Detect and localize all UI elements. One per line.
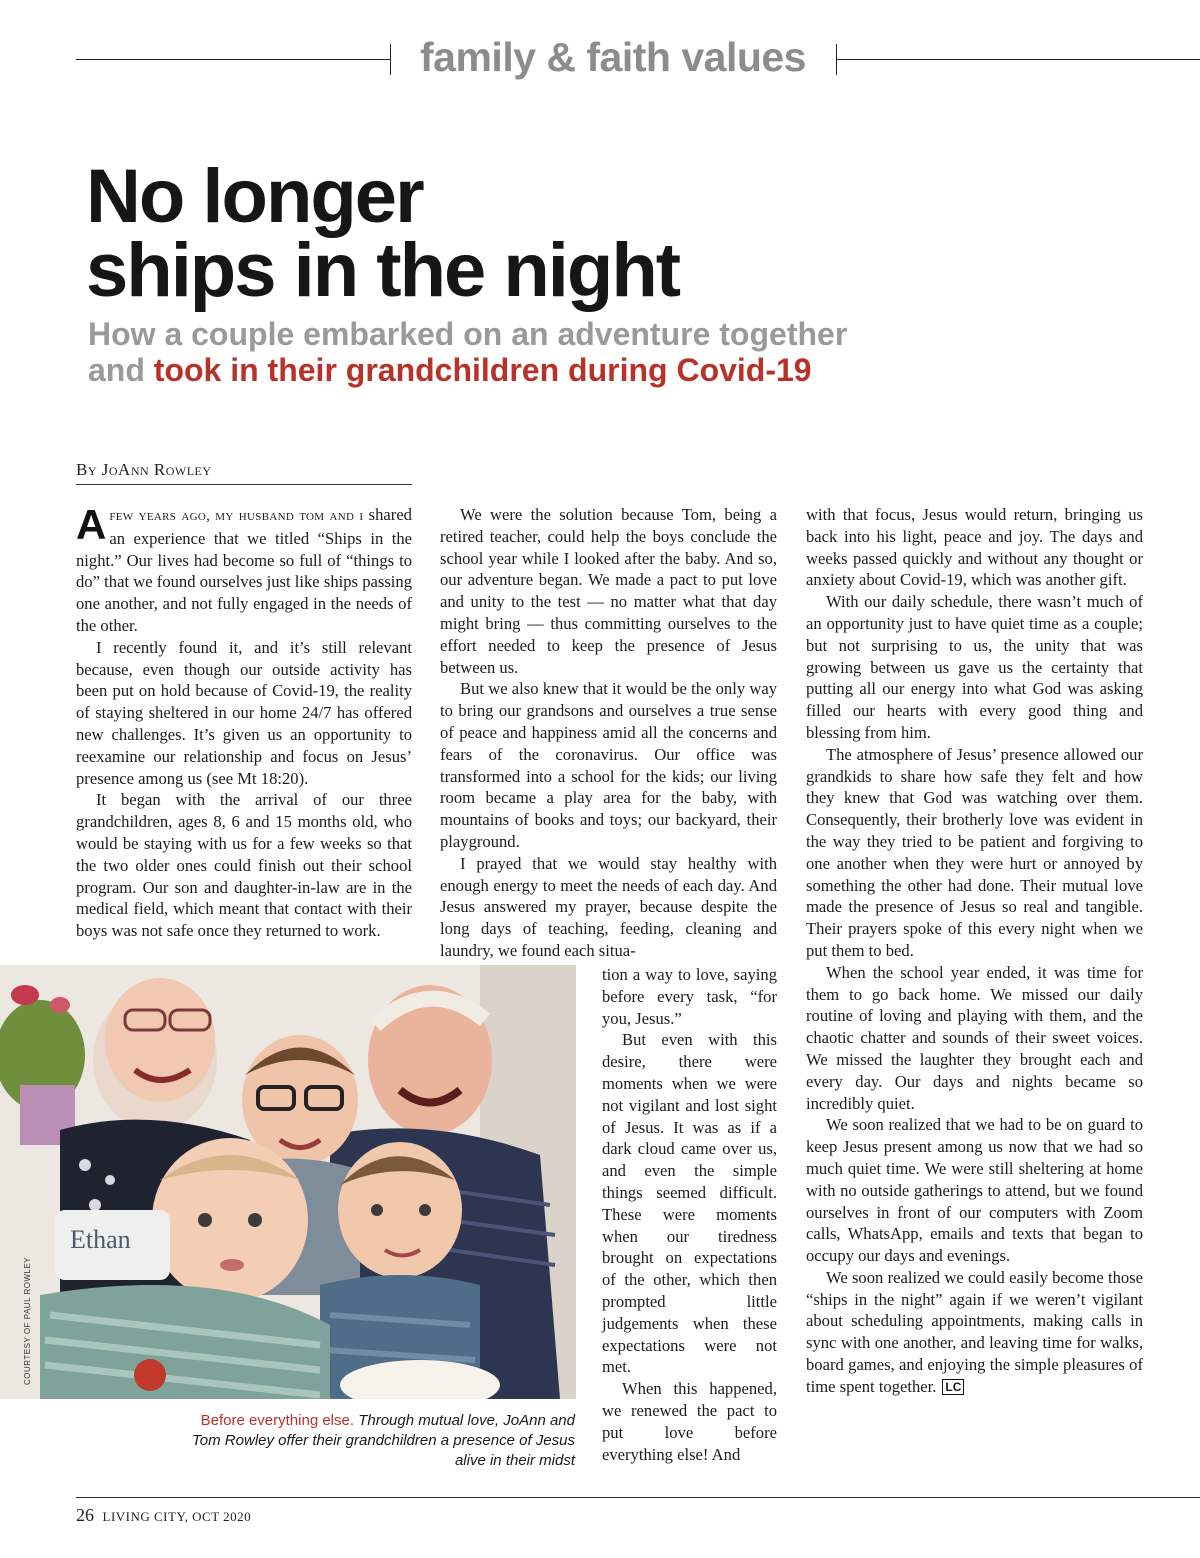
paragraph: When the school year ended, it was time for them to go back home. We missed our daily routine of loving and playing with them, and the chaotic chatter and sounds of their sweet voices. We missed the laughter they brought each and every day. Our days and nights became so incredibly quiet. [806,962,1143,1113]
paragraph: With our daily schedule, there wasn’t much of an opportunity just to have quiet time as a couple; but not surprising to us, the unity that was growing between us gave us the certainty that putting all our energy into what God was asking filled our hearts with every good thing and blessing from him. [806,592,1143,742]
publication-info: LIVING CITY, OCT 2020 [102,1509,252,1524]
caption-lead: Before everything else. [200,1412,355,1429]
page-number: 26 [76,1505,94,1525]
page-footer [76,1505,251,1526]
paragraph-text: shared an experience that we titled “Ships in the night.” Our lives had become so full of “things to do” that we found ourselves just like ships passing one another, and not fully engaged in the needs of the other. [76,505,412,635]
section-rule-left [76,59,390,60]
paragraph: We were the solution because Tom, being a retired teacher, could help the boys conclude the school year while I looked after the baby. And so, our adventure began. We made a pact to put love and unity to the test — no matter what that day might bring — thus committing ourselves to the effort needed to keep the presence of Jesus between us. [440,505,777,677]
paragraph: But even with this desire, there were moments when we were not vigilant and lost sight of Jesus. It was as if a dark cloud came over us, and even the simple things seemed difficult. These were moments when our tiredness brought on expectations of the other, which then prompted little judgements when these expectations were not met. [602,1030,777,1377]
paragraph: I prayed that we would stay healthy with enough energy to meet the needs of each day. And Jesus answered my prayer, because despite the long days of teaching, feeding, cleaning and laundry, we found each situa- [440,853,777,960]
photo-caption [180,1411,575,1471]
lead-in: few years ago, my husband tom and i [109,508,364,524]
section-label: family & faith values [420,34,806,80]
family-photo [0,965,576,1399]
headline-line-1: No longer [86,154,423,239]
paragraph: We soon realized that we had to be on guard to keep Jesus present among us now that we had so much quiet time. We were still sheltering at home with no outside gatherings to attend, but we found ourselves in front of our computers with Zoom calls, WhatsApp, emails and texts that began to occupy our days and evenings. [806,1115,1143,1266]
drop-cap: A [76,501,107,548]
end-mark-logo: LC [942,1379,964,1395]
headline [86,154,1086,313]
article-column-2 [440,504,777,962]
family-photo-illustration [0,965,576,1399]
paragraph: It began with the arrival of our three grandchildren, ages 8, 6 and 15 months old, who would be staying with us for a few weeks so that the two older ones could finish out their school program. Our son and daughter-in-law are in the medical field, which meant that contact with their boys was not safe once they returned to work. [76,790,412,941]
footer-rule [76,1497,1200,1498]
article-column-2-continued [602,964,777,1465]
deck-and: and [88,352,145,388]
deck [88,316,1088,388]
paragraph: with that focus, Jesus would return, bringing us back into his light, peace and joy. The days and weeks passed quickly and without any thought or anxiety about Covid-19, which was another gift. [806,505,1143,590]
paragraph: I recently found it, and it’s still relevant because, even though our outside activity has been put on hold because of Covid-19, the reality of staying sheltered in our home 24/7 has offered new challenges. It’s given us an opportunity to reexamine our relationship and focus on Jesus’ presence among us (see Mt 18:20). [76,637,412,788]
deck-line-2 [88,352,1088,388]
deck-highlight: took in their grandchildren during Covid-19 [153,352,812,388]
paragraph: When this happened, we renewed the pact to put love before everything else! And [602,1379,777,1464]
headline-line-2: ships in the night [86,228,680,313]
photo-credit: COURTESY OF PAUL ROWLEY [23,1256,32,1385]
paragraph-text: We soon realized we could easily become those “ships in the night” again if we weren’t vigilant about scheduling appointments, making calls in sync with one another, and leaving time for walks, board games, and enjoying the simple pleasures of time spent together. [806,1267,1143,1396]
bib-name: Ethan [70,1225,131,1254]
article-column-1 [76,501,412,942]
deck-line-1: How a couple embarked on an adventure together [88,316,848,352]
byline-rule [76,484,412,485]
article-column-3 [806,504,1143,1398]
caption-body: Through mutual love, JoAnn and Tom Rowley offer their grandchildren a presence of Jesus alive in their midst [192,1412,575,1469]
paragraph: But we also knew that it would be the only way to bring our grandsons and ourselves a true sense of peace and happiness amid all the concerns and fears of the coronavirus. Our office was transformed into a school for the kids; our living room became a play area for the baby, with mountains of books and toys; our backyard, their playground. [440,679,777,851]
section-rule-right [836,59,1200,60]
byline: By JoAnn Rowley [76,460,212,479]
paragraph [806,1267,1143,1398]
paragraph: tion a way to love, saying before every task, “for you, Jesus.” [602,965,777,1028]
paragraph [76,501,412,637]
paragraph: The atmosphere of Jesus’ presence allowed our grandkids to share how safe they felt and how they knew that God was watching over them. Consequently, their brotherly love was evident in the way they tried to be patient and forgiving to one another when they were hurt or annoyed by something the other had done. Their mutual love made the presence of Jesus so real and tangible. Their prayers spoke of this every night when we put them to bed. [806,744,1143,960]
